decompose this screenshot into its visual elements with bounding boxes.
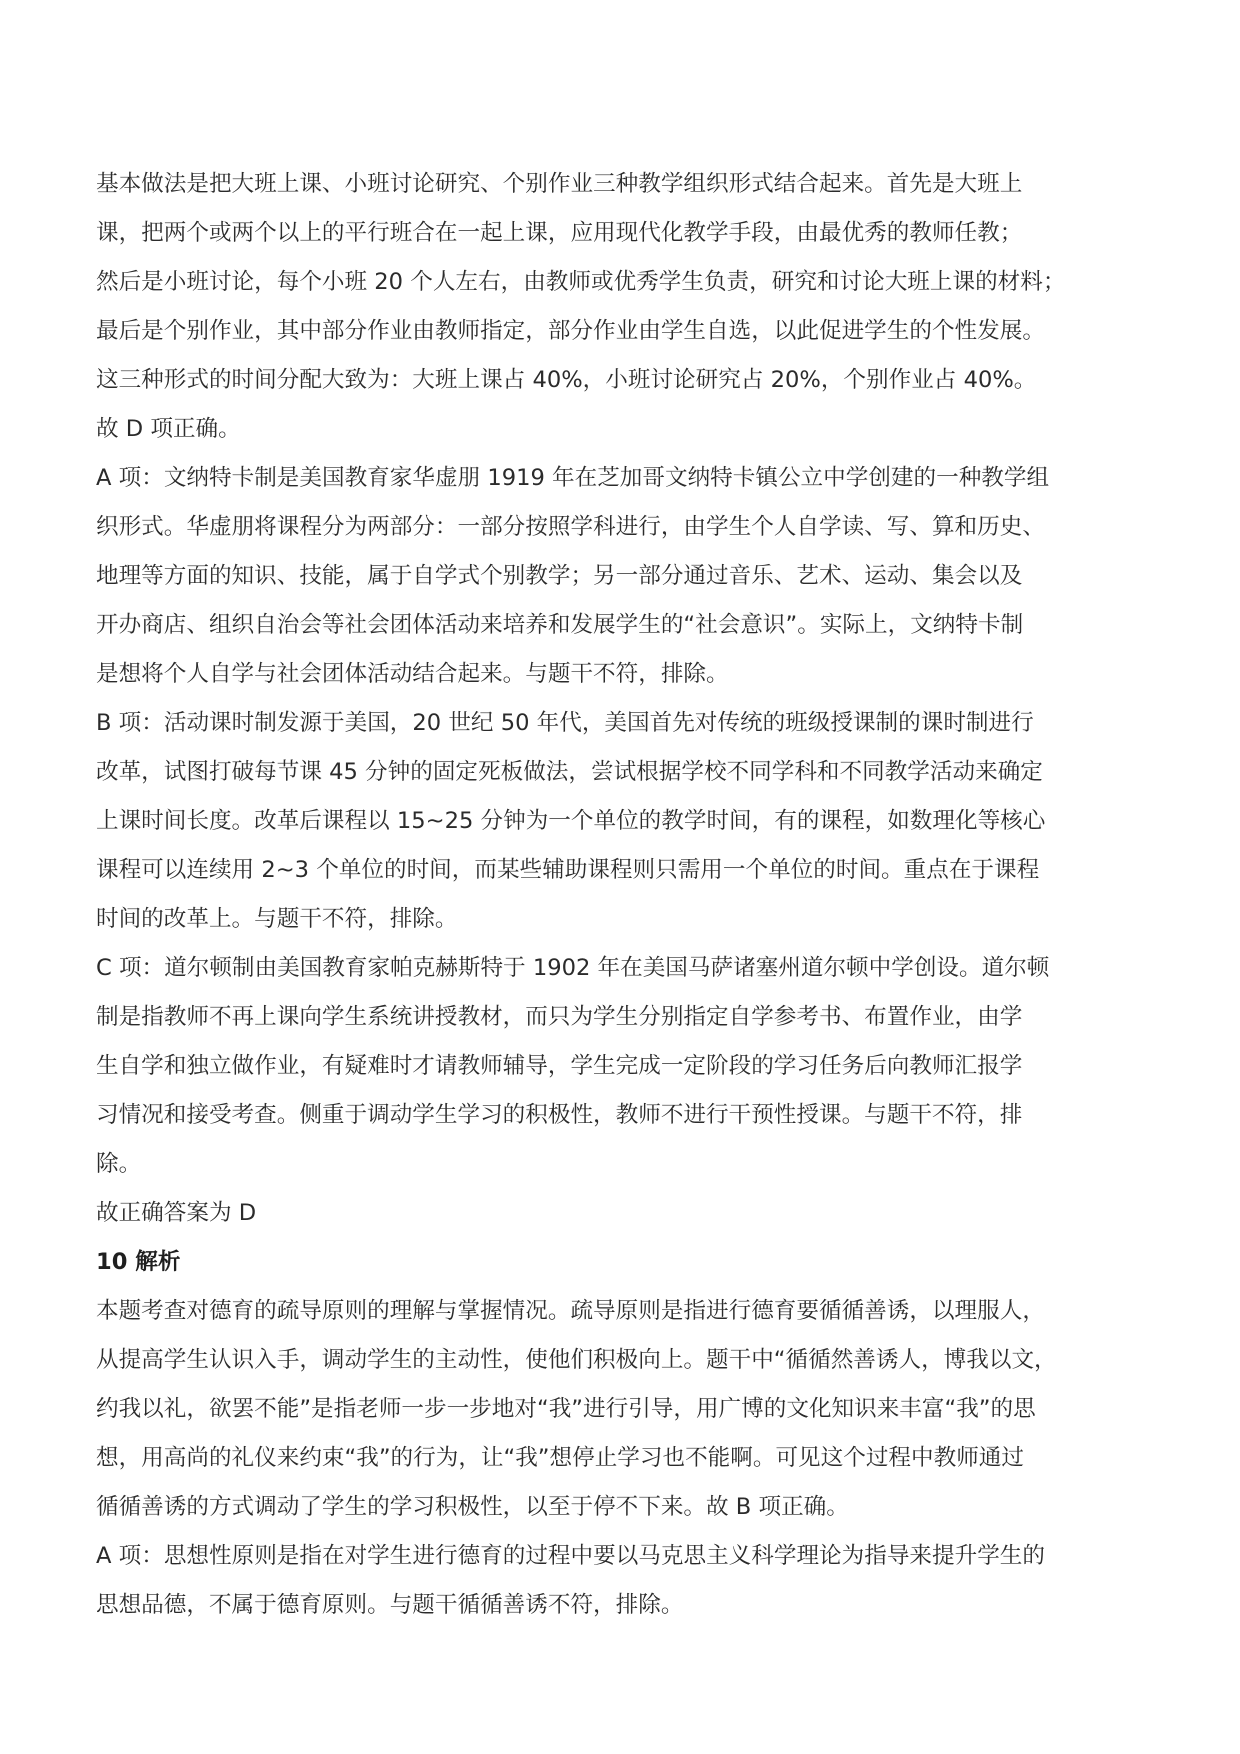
text-line: 习情况和接受考查。侧重于调动学生学习的积极性，教师不进行干预性授课。与题干不符，排 — [96, 1102, 1023, 1128]
text-line: 然后是小班讨论，每个小班 20 个人左右，由教师或优秀学生负责，研究和讨论大班上课的材料； — [96, 269, 1066, 295]
text-line: 课程可以连续用 2~3 个单位的时间，而某些辅助课程则只需用一个单位的时间。重点在于课程 — [96, 857, 1040, 883]
text-line: 除。 — [96, 1151, 142, 1177]
text-line: 故正确答案为 D — [96, 1200, 257, 1226]
text-line: 思想品德，不属于德育原则。与题干循循善诱不符，排除。 — [96, 1592, 684, 1618]
text-line: 生自学和独立做作业，有疑难时才请教师辅导，学生完成一定阶段的学习任务后向教师汇报学 — [96, 1053, 1023, 1079]
text-line: 地理等方面的知识、技能，属于自学式个别教学；另一部分通过音乐、艺术、运动、集会以及 — [96, 563, 1023, 589]
text-line: 时间的改革上。与题干不符，排除。 — [96, 906, 458, 932]
text-line: 上课时间长度。改革后课程以 15~25 分钟为一个单位的教学时间，有的课程，如数理化等核心 — [96, 808, 1046, 834]
text-line: 基本做法是把大班上课、小班讨论研究、个别作业三种教学组织形式结合起来。首先是大班上 — [96, 171, 1023, 197]
document-page — [96, 160, 1160, 1630]
text-line: A 项：思想性原则是指在对学生进行德育的过程中要以马克思主义科学理论为指导来提升学生的 — [96, 1543, 1045, 1569]
text-line: 约我以礼，欲罢不能”是指老师一步一步地对“我”进行引导，用广博的文化知识来丰富“我”的思 — [96, 1396, 1036, 1422]
text-line: 开办商店、组织自治会等社会团体活动来培养和发展学生的“社会意识”。实际上，文纳特卡制 — [96, 612, 1024, 638]
text-line: 改革，试图打破每节课 45 分钟的固定死板做法，尝试根据学校不同学科和不同教学活动来确定 — [96, 759, 1043, 785]
text-line: 最后是个别作业，其中部分作业由教师指定，部分作业由学生自选，以此促进学生的个性发展。 — [96, 318, 1045, 344]
text-line: 故 D 项正确。 — [96, 416, 241, 442]
text-line: 这三种形式的时间分配大致为：大班上课占 40%，小班讨论研究占 20%，个别作业占 40%。 — [96, 367, 1037, 393]
text-line: 织形式。华虚朋将课程分为两部分：一部分按照学科进行，由学生个人自学读、写、算和历史、 — [96, 514, 1045, 540]
text-line: 循循善诱的方式调动了学生的学习积极性，以至于停不下来。故 B 项正确。 — [96, 1494, 849, 1520]
section-heading: 10 解析 — [96, 1249, 181, 1275]
text-line: 想，用高尚的礼仪来约束“我”的行为，让“我”想停止学习也不能啊。可见这个过程中教师通过 — [96, 1445, 1024, 1471]
text-line: 是想将个人自学与社会团体活动结合起来。与题干不符，排除。 — [96, 661, 729, 687]
text-line: 本题考查对德育的疏导原则的理解与掌握情况。疏导原则是指进行德育要循循善诱，以理服人， — [96, 1298, 1045, 1324]
text-line: 课，把两个或两个以上的平行班合在一起上课，应用现代化教学手段，由最优秀的教师任教； — [96, 220, 1023, 246]
text-line: A 项：文纳特卡制是美国教育家华虚朋 1919 年在芝加哥文纳特卡镇公立中学创建的一种教学组 — [96, 465, 1050, 491]
text-line: 制是指教师不再上课向学生系统讲授教材，而只为学生分别指定自学参考书、布置作业，由学 — [96, 1004, 1023, 1030]
text-line: B 项：活动课时制发源于美国，20 世纪 50 年代，美国首先对传统的班级授课制的课时制进行 — [96, 710, 1034, 736]
text-line: C 项：道尔顿制由美国教育家帕克赫斯特于 1902 年在美国马萨诸塞州道尔顿中学创设。道尔顿 — [96, 955, 1050, 981]
text-line: 从提高学生认识入手，调动学生的主动性，使他们积极向上。题干中“循循然善诱人，博我以文， — [96, 1347, 1057, 1373]
